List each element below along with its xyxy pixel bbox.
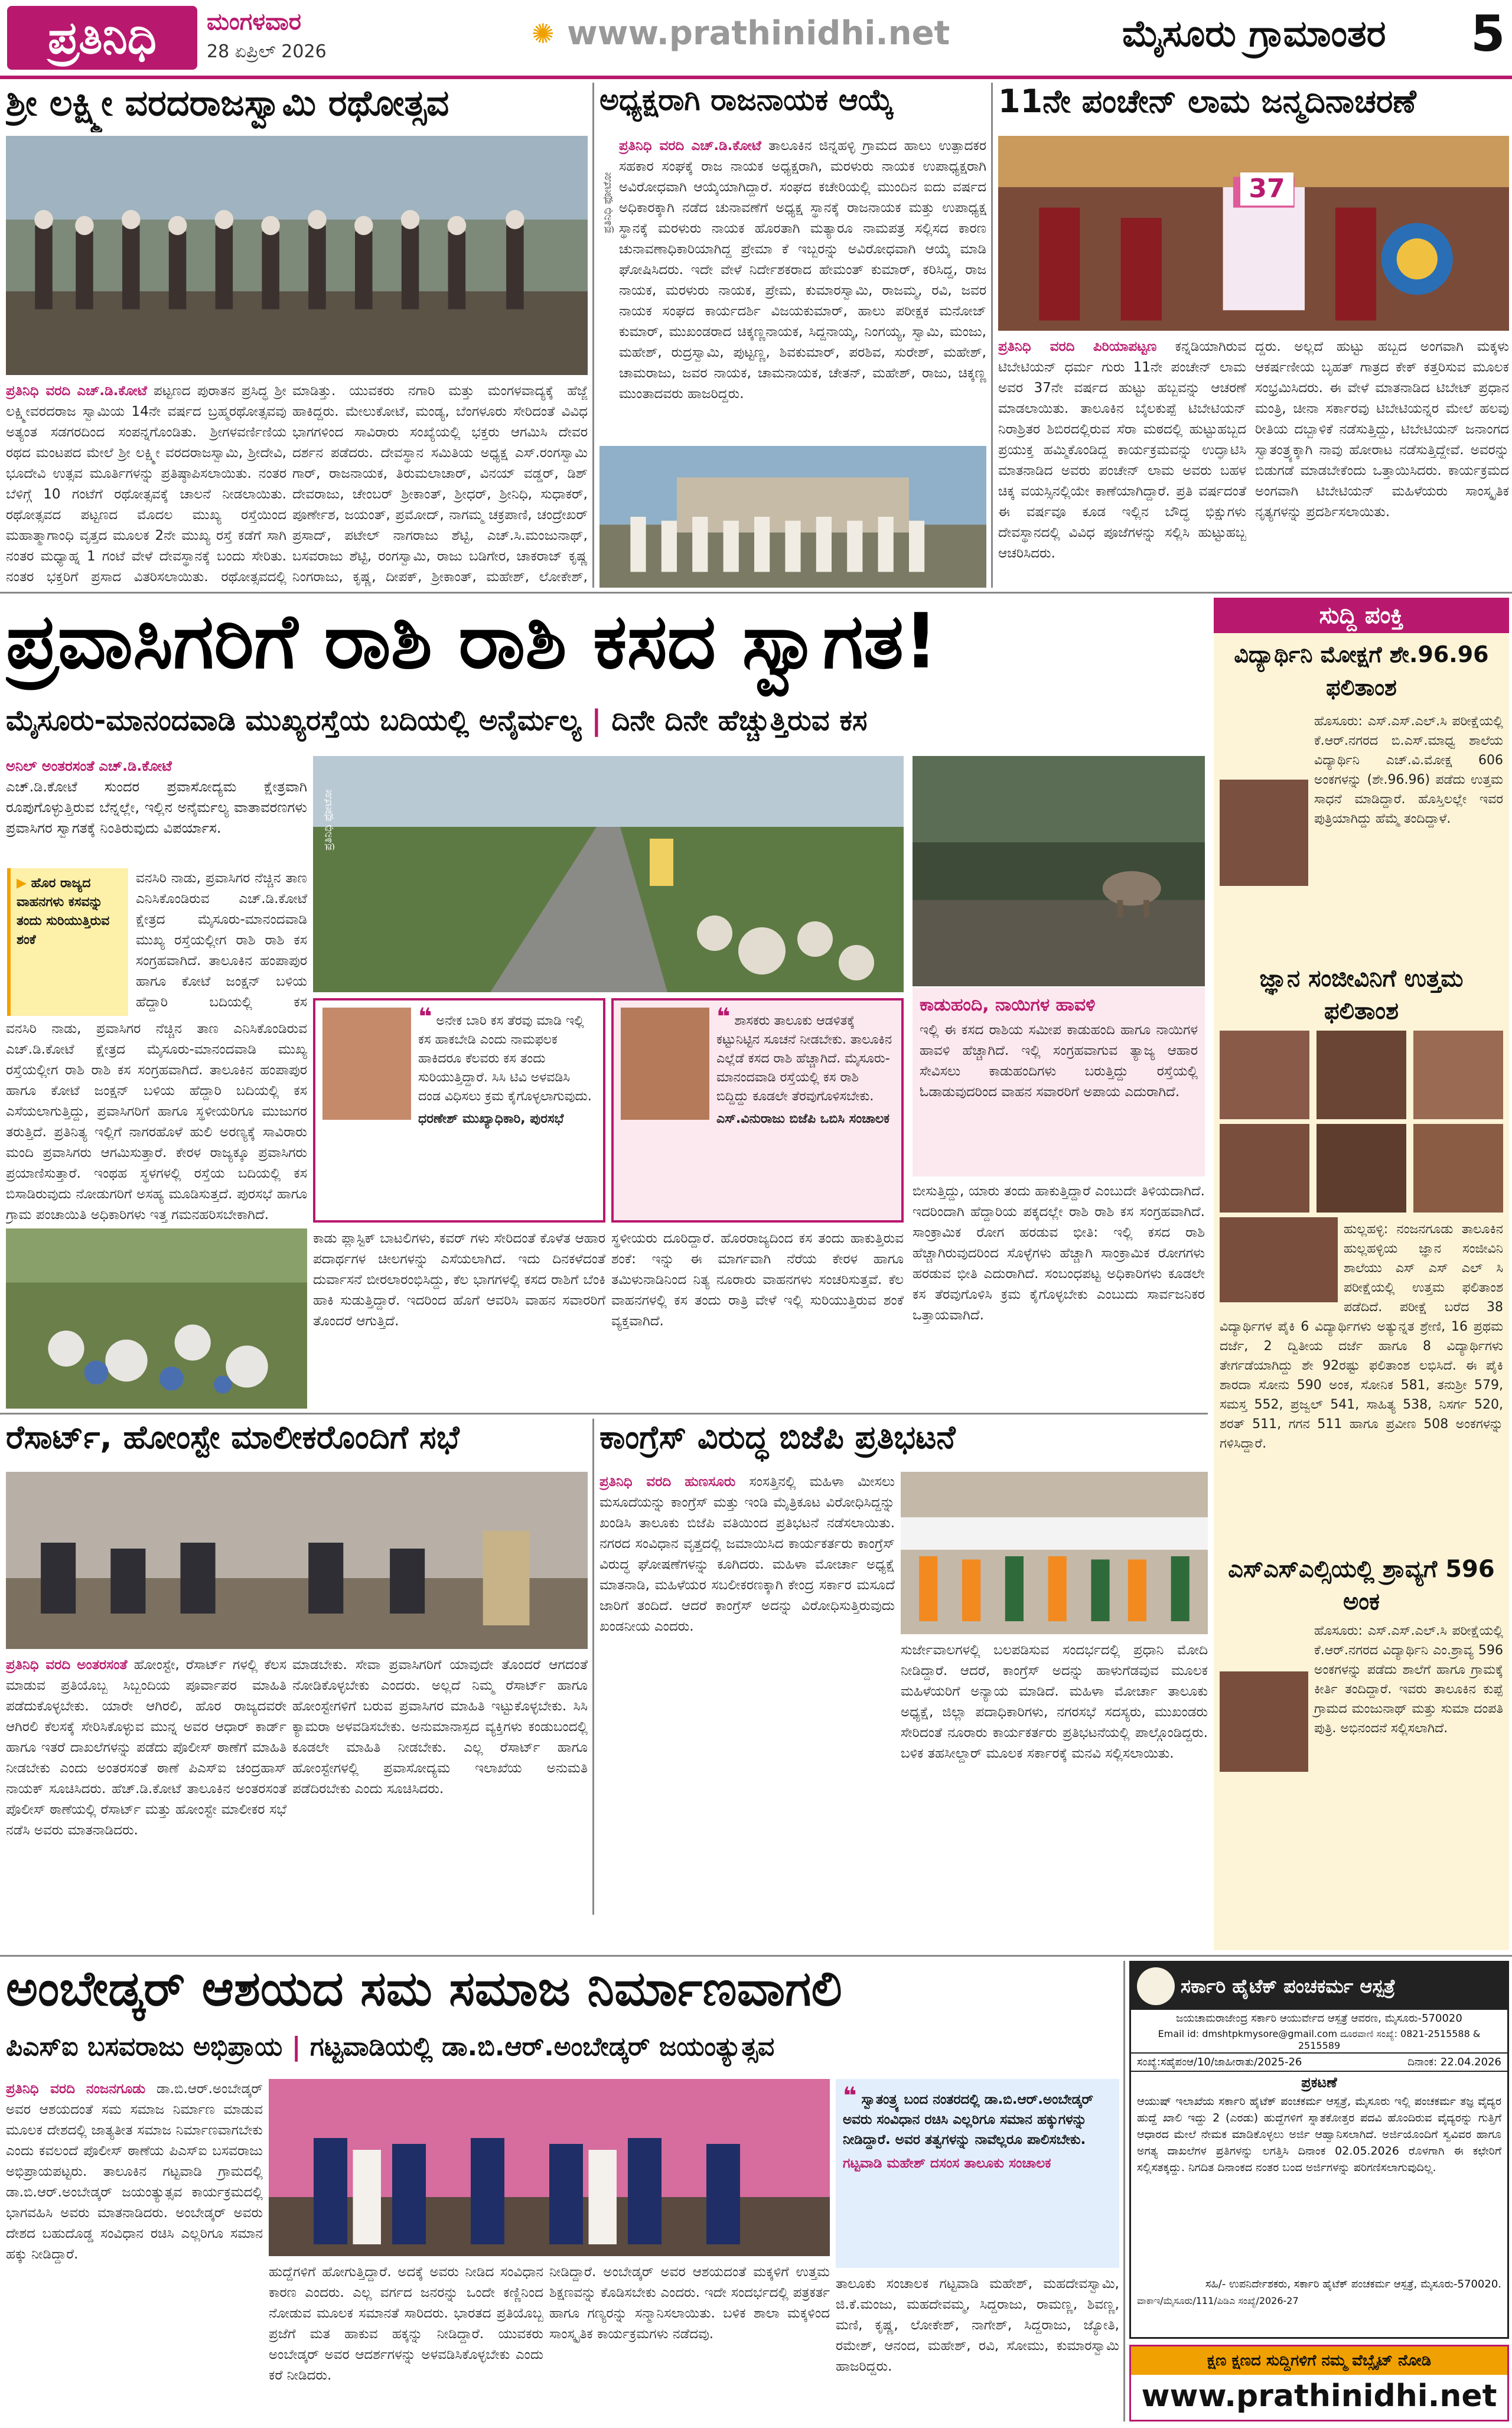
politician-portrait: [621, 1008, 709, 1120]
newspaper-logo: ಪ್ರತಿನಿಧಿ: [7, 6, 197, 70]
student-photo: [1317, 1124, 1406, 1213]
masthead-section: ಮೈಸೂರು ಗ್ರಾಮಾಂತರ: [1122, 12, 1386, 55]
section-divider: [0, 592, 1512, 594]
birthday-cake-number: 37: [1240, 172, 1293, 206]
sidebar-header: ಸುದ್ದಿ ಪಂಕ್ತಿ: [1214, 598, 1509, 633]
story3-text-col1: ಕನ್ನಡಿಯಾಗಿರುವ ಟಿಬೇಟಿಯನ್ ಧರ್ಮ ಗುರು 11ನೇ ಪಂಚೇನ್ ಲಾಮ ಅವರ 37ನೇ ವರ್ಷದ ಹುಟ್ಟು ಹಬ್ಬವನ್ನು ಆಚರಣೆ ಮಾಡಲಾಯಿತು. ತಾಲೂಕಿನ ಬೈಲಕುಪ್ಪೆ ಟಿಬೇಟಿಯನ್ ನಿರಾಶ್ರಿತರ ಶಿಬಿರದಲ್ಲಿರುವ ಸೆರಾ ಮಠದಲ್ಲಿ ಹುಟ್ಟುಹಬ್ಬದ ಪ್ರಯುಕ್ತ ಹಮ್ಮಿಕೊಂಡಿದ್ದ ಕಾರ್ಯಕ್ರಮವನ್ನು ಉದ್ಘಾಟಿಸಿ ಮಾತನಾಡಿದ ಅವರು ಪಂಚೇನ್ ಲಾಮ ಅವರು ಬಹಳ ಚಿಕ್ಕ ವಯಸ್ಸಿನಲ್ಲಿಯೇ ಕಾಣೆಯಾಗಿದ್ದಾರೆ. ಪ್ರತಿ ವರ್ಷದಂತೆ ಈ ವರ್ಷವೂ ಕೂಡ ಇಲ್ಲಿನ ಬೌದ್ಧ ಭಿಕ್ಷುಗಳು ದೇವಸ್ಥಾನದಲ್ಲಿ ವಿವಿಧ ಪೂಜೆಗಳನ್ನು ಸಲ್ಲಿಸಿ ಹುಟ್ಟುಹಬ್ಬ ಆಚರಿಸಿದರು.: [998, 339, 1246, 561]
story5-text-col1: ಸಂಸತ್ತಿನಲ್ಲಿ ಮಹಿಳಾ ಮೀಸಲು ಮಸೂದೆಯನ್ನು ಕಾಂಗ್ರೆಸ್ ಮತ್ತು ಇಂಡಿ ಮೈತ್ರಿಕೂಟ ವಿರೋಧಿಸಿದ್ದನ್ನು ಖಂಡಿಸಿ ತಾಲೂಕು ಬಿಜೆಪಿ ವತಿಯಿಂದ ಪ್ರತಿಭಟನೆ ನಡೆಸಲಾಯಿತು. ನಗರದ ಸಂವಿಧಾನ ವೃತ್ತದಲ್ಲಿ ಜಮಾಯಿಸಿದ ಕಾರ್ಯಕರ್ತರು ಕಾಂಗ್ರೆಸ್ ವಿರುದ್ಧ ಘೋಷಣೆಗಳನ್ನು ಕೂಗಿದರು. ಮಹಿಳಾ ಮೋರ್ಚಾ ಅಧ್ಯಕ್ಷೆ ಮಾತನಾಡಿ, ಮಹಿಳೆಯರ ಸಬಲೀಕರಣಕ್ಕಾಗಿ ಕೇಂದ್ರ ಸರ್ಕಾರ ಮಸೂದೆ ಜಾರಿಗೆ ತಂದಿದೆ. ಆದರೆ ಕಾಂಗ್ರೆಸ್ ಅದನ್ನು ವಿರೋಧಿಸುತ್ತಿರುವುದು ಖಂಡನೀಯ ಎಂದರು.: [599, 1474, 895, 1634]
official-portrait: [322, 1008, 411, 1120]
story2-body: [619, 136, 986, 443]
story3-byline: ಪ್ರತಿನಿಧಿ ವರದಿ: [998, 339, 1075, 354]
story6-body-col1: [6, 2079, 263, 2422]
lead-factbox-text: ಹೊರ ರಾಜ್ಯದ ವಾಹನಗಳು ಕಸವನ್ನು ತಂದು ಸುರಿಯುತ್ತಿರುವ ಶಂಕೆ: [17, 876, 110, 947]
story4-body-col2: ಮಾಡಬೇಕು. ಸೇವಾ ಪ್ರವಾಸಿಗರಿಗೆ ಯಾವುದೇ ತೊಂದರೆ ಆಗದಂತೆ ನೋಡಿಕೊಳ್ಳಬೇಕು ಎಂದರು. ಅಲ್ಲದೆ ನಿಮ್ಮ ರೆಸಾರ್ಟ್ ಹಾಗೂ ಹೋಂಸ್ಟೇಗಳಿಗೆ ಬರುವ ಪ್ರವಾಸಿಗರ ಮಾಹಿತಿ ಇಟ್ಟುಕೊಳ್ಳಬೇಕು. ಸಿಸಿ ಕ್ಯಾಮರಾ ಅಳವಡಿಸಬೇಕು. ಅನುಮಾನಾಸ್ಪದ ವ್ಯಕ್ತಿಗಳು ಕಂಡುಬಂದಲ್ಲಿ ಕೂಡಲೇ ಮಾಹಿತಿ ನೀಡಬೇಕು. ಎಲ್ಲ ರೆಸಾರ್ಟ್ ಹಾಗೂ ಹೋಂಸ್ಟೇಗಳಲ್ಲಿ ಪ್ರವಾಸೋದ್ಯಮ ಇಲಾಖೆಯ ಅನುಮತಿ ಪಡೆದಿರಬೇಕು ಎಂದು ಸೂಚಿಸಿದರು.: [292, 1657, 588, 1797]
notice-ref2: ವಾಕಾಇ/ಮೈಸೂರು/111/ಪಿಡಿಎ ಸಂಖ್ಯೆ/2026-27: [1137, 2295, 1299, 2306]
lead-quote1-text: ಅನೇಕ ಬಾರಿ ಕಸ ತೆರವು ಮಾಡಿ ಇಲ್ಲಿ ಕಸ ಹಾಕಬೇಡಿ ಎಂದು ನಾಮಫಲಕ ಹಾಕಿದರೂ ಕೆಲವರು ಕಸ ತಂದು ಸುರಿಯುತ್ತಿದ್ದಾರೆ. ಸಿಸಿ ಟಿವಿ ಅಳವಡಿಸಿ ದಂಡ ವಿಧಿಸಲು ಕ್ರಮ ಕೈಗೊಳ್ಳಲಾಗುವುದು.: [418, 1013, 592, 1104]
story5-photo: [901, 1472, 1208, 1634]
story6-headline: ಅಂಬೇಡ್ಕರ್ ಆಶಯದ ಸಮ ಸಮಾಜ ನಿರ್ಮಾಣವಾಗಲಿ: [6, 1961, 842, 2017]
story3-headline: 11ನೇ ಪಂಚೇನ್ ಲಾಮ ಜನ್ಮದಿನಾಚರಣೆ: [998, 83, 1416, 120]
column-divider: [1123, 1961, 1125, 2422]
story2-text: ತಾಲೂಕಿನ ಜಿನ್ನಹಳ್ಳಿ ಗ್ರಾಮದ ಹಾಲು ಉತ್ಪಾದಕರ ಸಹಕಾರ ಸಂಘಕ್ಕೆ ರಾಜ ನಾಯಕ ಅಧ್ಯಕ್ಷರಾಗಿ, ಮರಳುರು ನಾಯಕ ಉಪಾಧ್ಯಕ್ಷರಾಗಿ ಅವಿರೋಧವಾಗಿ ಆಯ್ಕೆಯಾಗಿದ್ದಾರೆ. ಸಂಘದ ಕಚೇರಿಯಲ್ಲಿ ಮುಂದಿನ ಐದು ವರ್ಷದ ಅಧಿಕಾರಕ್ಕಾಗಿ ನಡೆದ ಚುನಾವಣೆಗೆ ಅಧ್ಯಕ್ಷ ಸ್ಥಾನಕ್ಕೆ ರಾಜನಾಯಕ ಮತ್ತು ಉಪಾಧ್ಯಕ್ಷ ಸ್ಥಾನಕ್ಕೆ ಮರಳುರು ನಾಯಕ ಹೊರತಾಗಿ ಮತ್ಯಾರೂ ನಾಮಪತ್ರ ಸಲ್ಲಿಸದ ಕಾರಣ ಚುನಾವಣಾಧಿಕಾರಿಯಾಗಿದ್ದ ಪ್ರೇಮಾ ಕೆ ಇಬ್ಬರನ್ನು ಅವಿರೋಧವಾಗಿ ಆಯ್ಕೆ ಮಾಡಿ ಘೋಷಿಸಿದರು. ಇದೇ ವೇಳೆ ನಿರ್ದೇಶಕರಾದ ಹೇಮಂತ್ ಕುಮಾರ್, ಕರಿಸಿದ್ದ, ರಾಜ ನಾಯಕ, ಮರಳುರು ನಾಯಕ, ಪ್ರೇಮ, ಕುಮಾರಸ್ವಾಮಿ, ರಾಜಮ್ಮ, ರವಿ, ಜವರ ನಾಯಕ ಸಂಘದ ಕಾರ್ಯದರ್ಶಿ ವಿಜಯಕುಮಾರ್, ಹಾಲು ಪರೀಕ್ಷಕ ಮನೋಜ್ ಕುಮಾರ್, ಮುಖಂಡರಾದ ಚಿಕ್ಕಣ್ಣನಾಯಕ, ಸಿದ್ದನಾಯ್ಕ, ನಿಂಗಯ್ಯ, ಸ್ವಾಮಿ, ಮಂಜು, ಮಹೇಶ್, ರುದ್ರಸ್ವಾಮಿ, ಪುಟ್ಟಣ್ಣ, ಶಿವಕುಮಾರ್, ಪರಶಿವ, ಸುರೇಶ್, ಮಹೇಶ್, ಚಾಮರಾಜು, ಜವರ ನಾಯಕ, ಚಾಮನಾಯಕ, ಚೇತನ್, ಮಹೇಶ್, ರಾಜು, ಚಿಕ್ಕಣ್ಣ ಮುಂತಾದವರು ಹಾಜರಿದ್ದರು.: [619, 138, 986, 402]
student-photo: [1317, 1031, 1406, 1119]
lead-caption-box: [913, 988, 1205, 1176]
story4-body-col1: [6, 1655, 286, 1915]
notice-contact: Email id: dmshtpkmysore@gmail.com ದೂರವಾಣಿ ಸಂಖ್ಯೆ: 0821-2515588 & 2515589: [1158, 2028, 1481, 2051]
lead-quote1-by: ಧರಣೇಶ್ ಮುಖ್ಯಾಧಿಕಾರಿ, ಪುರಸಭೆ: [418, 1112, 564, 1126]
lead-quote2-text: ಶಾಸಕರು ತಾಲೂಕು ಆಡಳಿತಕ್ಕೆ ಕಟ್ಟುನಿಟ್ಟಿನ ಸೂಚನೆ ನೀಡಬೇಕು. ತಾಲೂಕಿನ ಎಲ್ಲೆಡೆ ಕಸದ ರಾಶಿ ಹೆಚ್ಚಾಗಿದೆ. ಮೈಸೂರು-ಮಾನಂದವಾಡಿ ರಸ್ತೆಯಲ್ಲಿ ಕಸ ರಾಶಿ ಬಿದ್ದಿದ್ದು ಕೂಡಲೇ ತೆರವುಗೊಳಿಸಬೇಕು.: [716, 1013, 892, 1104]
lead-byline: ಅನಿಲ್ ಅಂತರಸಂತೆ: [6, 758, 94, 774]
page-number: 5: [1471, 5, 1506, 63]
lead-caption-title: ಕಾಡುಹಂದಿ, ನಾಯಿಗಳ ಹಾವಳಿ: [920, 995, 1096, 1015]
story2-photo: [599, 446, 986, 588]
lead-body-col4: ಸ್ಥಳೀಯರು ದೂರಿದ್ದಾರೆ. ಹೊರರಾಜ್ಯದಿಂದ ಕಸ ತಂದು ಹಾಕುತ್ತಿರುವ ಶಂಕೆ: ಇನ್ನು ಈ ಮಾರ್ಗವಾಗಿ ನೆರೆಯ ಕೇರಳ ಹಾಗೂ ತಮಿಳುನಾಡಿನಿಂದ ನಿತ್ಯ ನೂರಾರು ವಾಹನಗಳು ಸಂಚರಿಸುತ್ತವೆ. ಕೆಲ ವಾಹನಗಳಲ್ಲಿ ಕಸ ತಂದು ರಾತ್ರಿ ವೇಳೆ ಇಲ್ಲಿ ಸುರಿಯುತ್ತಿರುವ ಶಂಕೆ ವ್ಯಕ್ತವಾಗಿದೆ.: [611, 1231, 904, 1329]
lead-place: ಎಚ್.ಡಿ.ಕೋಟೆ: [99, 758, 172, 774]
story6-body-col2: ಹುದ್ದೆಗಳಿಗೆ ಹೋಗುತ್ತಿದ್ದಾರೆ. ಅದಕ್ಕೆ ಅವರು ನೀಡಿದ ಸಂವಿಧಾನ ಕಾರಣ ಎಂದರು. ಎಲ್ಲ ವರ್ಗದ ಜನರನ್ನು ಒಂದೇ ಕಣ್ಣಿನಿಂದ ನೋಡುವ ಮೂಲಕ ಸಮಾನತೆ ಸಾರಿದರು. ಭಾರತದ ಪ್ರತಿಯೊಬ್ಬ ಪ್ರಜೆಗೆ ಮತ ಹಾಕುವ ಹಕ್ಕನ್ನು ನೀಡಿದ್ದಾರೆ. ಯುವಕರು ಅಂಬೇಡ್ಕರ್ ಅವರ ಆದರ್ಶಗಳನ್ನು ಅಳವಡಿಸಿಕೊಳ್ಳಬೇಕು ಎಂದು ಕರೆ ನೀಡಿದರು.: [269, 2264, 543, 2383]
sidebar-headline2: ಜ್ಞಾನ ಸಂಜೀವಿನಿಗೆ ಉತ್ತಮ ಫಲಿತಾಂಶ: [1259, 965, 1464, 1025]
story2-headline: ಅಧ್ಯಕ್ಷರಾಗಿ ರಾಜನಾಯಕ ಆಯ್ಕೆ: [599, 83, 894, 117]
section-divider: [0, 1955, 1512, 1957]
story1-place: ಎಚ್.ಡಿ.ಕೋಟೆ: [77, 383, 147, 399]
masthead-website: www.prathinidhi.net: [567, 14, 950, 53]
sidebar-text2-content: ಹುಲ್ಲಹಳ್ಳಿ: ನಂಜನಗೂಡು ತಾಲೂಕಿನ ಹುಲ್ಲಹಳ್ಳಿಯ ಜ್ಞಾನ ಸಂಜೀವಿನಿ ಶಾಲೆಯು ಎಸ್ ಎಸ್ ಎಲ್ ಸಿ ಪರೀಕ್ಷೆಯಲ್ಲಿ ಉತ್ತಮ ಫಲಿತಾಂಶ ಪಡೆದಿದೆ. ಪರೀಕ್ಷೆ ಬರೆದ 38 ವಿದ್ಯಾರ್ಥಿಗಳ ಪೈಕಿ 6 ವಿದ್ಯಾರ್ಥಿಗಳು ಅತ್ಯುನ್ನತ ಶ್ರೇಣಿ, 16 ಪ್ರಥಮ ದರ್ಜೆ, 2 ದ್ವಿತೀಯ ದರ್ಜೆ ಹಾಗೂ 8 ವಿದ್ಯಾರ್ಥಿಗಳು ತೇರ್ಗಡೆಯಾಗಿದ್ದು ಶೇ 92ರಷ್ಟು ಫಲಿತಾಂಶ ಲಭಿಸಿದೆ. ಈ ಪೈಕಿ ಶಾರದಾ ಸೋನು 590 ಅಂಕ, ಸೋನಿಕ 581, ತನುಶ್ರೀ 579, ಸಮಸ್ತ 552, ಪ್ರಜ್ವಲ್ 541, ಸಾಹಿತ್ಯ 538, ನಿಸರ್ಗ 520, ಶರತ್ 511, ಗಗನ 511 ಹಾಗೂ ಪ್ರವೀಣ 508 ಅಂಕಗಳನ್ನು ಗಳಿಸಿದ್ದಾರೆ.: [1220, 1222, 1503, 1451]
lead-photo-road: [313, 756, 904, 992]
lead-body-col5: ಬೀಸುತ್ತಿದ್ದು, ಯಾರು ತಂದು ಹಾಕುತ್ತಿದ್ದಾರೆ ಎಂಬುದೇ ತಿಳಿಯದಾಗಿದೆ. ಇದರಿಂದಾಗಿ ಹೆದ್ದಾರಿಯ ಪಕ್ಕದಲ್ಲೇ ರಾಶಿ ರಾಶಿ ಕಸ ಸಂಗ್ರಹವಾಗಿದೆ. ಸಾಂಕ್ರಾಮಿಕ ರೋಗ ಹರಡುವ ಭೀತಿ: ಇಲ್ಲಿ ಕಸದ ರಾಶಿ ಹೆಚ್ಚಾಗಿರುವುದರಿಂದ ಸೊಳ್ಳೆಗಳು ಹೆಚ್ಚಾಗಿ ಸಾಂಕ್ರಾಮಿಕ ರೋಗಗಳು ಹರಡುವ ಭೀತಿ ಎದುರಾಗಿದೆ. ಸಂಬಂಧಪಟ್ಟ ಅಧಿಕಾರಿಗಳು ಕೂಡಲೇ ಕಸ ತೆರವುಗೊಳಿಸಿ ಕ್ರಮ ಕೈಗೊಳ್ಳಬೇಕು ಎಂಬುದು ಸಾರ್ವಜನಿಕರ ಒತ್ತಾಯವಾಗಿದೆ.: [913, 1184, 1205, 1323]
notice-address: ಜಯಚಾಮರಾಜೇಂದ್ರ ಸರ್ಕಾರಿ ಆಯುರ್ವೇದ ಆಸ್ಪತ್ರೆ ಆವರಣ, ಮೈಸೂರು-570020: [1176, 2012, 1462, 2025]
lead-photo-wildboar: [913, 756, 1205, 986]
lead-intro: [6, 756, 307, 868]
story1-body-col2: ಮಾಡಿತ್ತು. ಯುವಕರು ನಗಾರಿ ಮತ್ತು ಮಂಗಳವಾದ್ಯಕ್ಕೆ ಹೆಜ್ಜೆ ಹಾಕಿದ್ದರು. ಮೇಲುಕೋಟೆ, ಮಂಡ್ಯ, ಬೆಂಗಳೂರು ಸೇರಿದಂತೆ ವಿವಿಧ ಭಾಗಗಳಿಂದ ಸಾವಿರಾರು ಸಂಖ್ಯೆಯಲ್ಲಿ ಭಕ್ತರು ಆಗಮಿಸಿ ದೇವರ ದರ್ಶನ ಪಡೆದರು. ದೇವಸ್ಥಾನ ಸಮಿತಿಯ ಅಧ್ಯಕ್ಷ ಎಸ್.ರಂಗಸ್ವಾಮಿ ಗಾರ್, ರಾಜನಾಯಕ, ತಿರುಮಲಾಚಾರ್, ವಿನಯ್ ವಡ್ಡರ್, ಡಿಶ್ ದೇವರಾಜು, ಚೇಂಬರ್ ಶ್ರೀಕಾಂತ್, ಶ್ರೀಧರ್, ಶ್ರೀನಿಧಿ, ಸುಧಾಕರ್, ಪೂರ್ಣೇಶ, ಜಯಂತ್, ಪ್ರಮೋದ್, ನಾಗಮ್ಮ ಚಕ್ರಪಾಣಿ, ಚಂದ್ರೇಖರ್ ಪ್ರಸಾದ್, ಪಟೇಲ್ ನಾಗರಾಜು ಶೆಟ್ಟಿ, ಎಚ್.ಸಿ.ಮಂಜುನಾಥ್, ಬಸವರಾಜು ಶೆಟ್ಟಿ, ರಂಗಸ್ವಾಮಿ, ರಾಜು ಬಡಿಗೇರ, ಚಾಕರಾಜ್ ಕೃಷ್ಣ ನಿಂಗರಾಜು, ಕೃಷ್ಣ, ದೀಪಕ್, ಶ್ರೀಕಾಂತ್, ಮಹೇಶ್, ಲೋಕೇಶ್,: [292, 383, 588, 585]
lead-photo-garbage: [6, 1228, 307, 1409]
sun-icon: ✺: [532, 18, 555, 50]
story1-headline: ಶ್ರೀ ಲಕ್ಷ್ಮೀ ವರದರಾಜಸ್ವಾಮಿ ರಥೋತ್ಸವ: [6, 83, 449, 124]
student-photo: [1220, 1031, 1309, 1119]
story6-subhead-a: ಪಿಎಸ್ಐ ಬಸವರಾಜು ಅಭಿಪ್ರಾಯ: [6, 2032, 283, 2062]
lead-body-col1-continued: ವನಸಿರಿ ನಾಡು, ಪ್ರವಾಸಿಗರ ನೆಚ್ಚಿನ ತಾಣ ಎನಿಸಿಕೊಂಡಿರುವ ಎಚ್.ಡಿ.ಕೋಟೆ ಕ್ಷೇತ್ರದ ಮೈಸೂರು-ಮಾನಂದವಾಡಿ ಮುಖ್ಯ ರಸ್ತೆಯಲ್ಲೀಗ ರಾಶಿ ರಾಶಿ ಕಸ ಸಂಗ್ರಹವಾಗಿದೆ. ತಾಲೂಕಿನ ಹಂಪಾಪುರ ಹಾಗೂ ಕೋಟೆ ಜಂಕ್ಷನ್ ಬಳಿಯ ಹೆದ್ದಾರಿ ಬದಿಯಲ್ಲಿ ಕಸ ಎಸೆಯಲಾಗುತ್ತಿದ್ದು, ಪ್ರವಾಸಿಗರಿಗೆ ಹಾಗೂ ಸ್ಥಳೀಯರಿಗೂ ಮುಜುಗರ ತರುತ್ತಿದೆ. ಪ್ರತಿನಿತ್ಯ ಇಲ್ಲಿಗೆ ನಾಗರಹೊಳೆ ಹುಲಿ ಅರಣ್ಯಕ್ಕೆ ಸಾವಿರಾರು ಮಂದಿ ಪ್ರವಾಸಿಗರು ಆಗಮಿಸುತ್ತಾರೆ. ಕೇರಳ ರಾಜ್ಯಕ್ಕೂ ಪ್ರವಾಸಿಗರು ಪ್ರಯಾಣಿಸುತ್ತಾರೆ. ಇಂಥಹ ಸ್ಥಳಗಳಲ್ಲಿ ರಸ್ತೆಯ ಬದಿಯಲ್ಲಿ ಕಸ ಬಿಸಾಡಿರುವುದು ನೋಡುಗರಿಗೆ ಅಸಹ್ಯ ಮೂಡಿಸುತ್ತದೆ. ಪುರಸಭೆ ಹಾಗೂ ಗ್ರಾಮ ಪಂಚಾಯಿತಿ ಅಧಿಕಾರಿಗಳು ಇತ್ತ ಗಮನಹರಿಸಬೇಕಾಗಿದೆ.: [6, 1021, 307, 1223]
story6-text-col1: ಡಾ.ಬಿ.ಆರ್.ಅಂಬೇಡ್ಕರ್ ಅವರ ಆಶಯದಂತೆ ಸಮ ಸಮಾಜ ನಿರ್ಮಾಣ ಮಾಡುವ ಮೂಲಕ ದೇಶದಲ್ಲಿ ಜಾತ್ಯತೀತ ಸಮಾಜ ನಿರ್ಮಾಣವಾಗಬೇಕು ಎಂದು ಕವಲಂದೆ ಪೊಲೀಸ್ ಠಾಣೆಯ ಪಿಎಸ್ಐ ಬಸವರಾಜು ಅಭಿಪ್ರಾಯಪಟ್ಟರು. ತಾಲೂಕಿನ ಗಟ್ಟವಾಡಿ ಗ್ರಾಮದಲ್ಲಿ ಡಾ.ಬಿ.ಆರ್.ಅಂಬೇಡ್ಕರ್ ಜಯಂತ್ಯುತ್ಸವ ಕಾರ್ಯಕ್ರಮದಲ್ಲಿ ಭಾಗವಹಿಸಿ ಅವರು ಮಾತನಾಡಿದರು. ಅಂಬೇಡ್ಕರ್ ಅವರು ದೇಶದ ಬಹುದೊಡ್ಡ ಸಂವಿಧಾನ ರಚಿಸಿ ಎಲ್ಲರಿಗೂ ಸಮಾನ ಹಕ್ಕು ನೀಡಿದ್ದಾರೆ.: [6, 2081, 263, 2262]
quote-icon: ❝: [418, 1003, 432, 1031]
notice-body: ಆಯುಷ್ ಇಲಾಖೆಯ ಸರ್ಕಾರಿ ಹೈಟೆಕ್ ಪಂಚಕರ್ಮ ಆಸ್ಪತ್ರೆ, ಮೈಸೂರು ಇಲ್ಲಿ ಪಂಚಕರ್ಮ ತಜ್ಞ ವೈದ್ಯರ ಹುದ್ದೆ ಖಾಲಿ ಇದ್ದು 2 (ಎರಡು) ಹುದ್ದೆಗಳಿಗೆ ಸ್ನಾತಕೋತ್ತರ ಪದವಿ ಹೊಂದಿರುವ ವೈದ್ಯರನ್ನು ಗುತ್ತಿಗೆ ಆಧಾರದ ಮೇಲೆ ನೇಮಕ ಮಾಡಿಕೊಳ್ಳಲು ಅರ್ಜಿ ಆಹ್ವಾನಿಸಲಾಗಿದೆ. ಅರ್ಜಿಯೊಂದಿಗೆ ಸ್ವವಿವರ ಹಾಗೂ ಅಗತ್ಯ ದಾಖಲೆಗಳ ಪ್ರತಿಗಳನ್ನು ಲಗತ್ತಿಸಿ ದಿನಾಂಕ 02.05.2026 ರೊಳಗಾಗಿ ಈ ಕಛೇರಿಗೆ ಸಲ್ಲಿಸತಕ್ಕದ್ದು. ನಿಗದಿತ ದಿನಾಂಕದ ನಂತರ ಬಂದ ಅರ್ಜಿಗಳನ್ನು ಪರಿಗಣಿಸಲಾಗುವುದಿಲ್ಲ.: [1137, 2095, 1501, 2174]
column-divider: [592, 83, 594, 588]
column-divider: [991, 83, 993, 588]
quote-icon: ❝: [843, 2082, 857, 2110]
student-photo: [1220, 1124, 1309, 1213]
government-notice: [1129, 1961, 1509, 2339]
story6-quote: [836, 2079, 1119, 2268]
masthead-rule: [0, 76, 1512, 79]
notice-signature: ಸಹಿ/- ಉಪನಿರ್ದೇಶಕರು, ಸರ್ಕಾರಿ ಹೈಟೆಕ್ ಪಂಚಕರ್ಮ ಆಸ್ಪತ್ರೆ, ಮೈಸೂರು-570020.: [1205, 2278, 1501, 2290]
lead-subhead-b: ದಿನೇ ದಿನೇ ಹೆಚ್ಚುತ್ತಿರುವ ಕಸ: [611, 704, 868, 737]
footer-website-ad: [1129, 2345, 1509, 2422]
arrow-icon: ▶: [17, 876, 31, 891]
story4-text-col1: ಹೋಂಸ್ಟೇ, ರೆಸಾರ್ಟ್ ಗಳಲ್ಲಿ ಕೆಲಸ ಮಾಡುವ ಪ್ರತಿಯೊಬ್ಬ ಸಿಬ್ಬಂದಿಯ ಪೂರ್ವಾಪರ ಮಾಹಿತಿ ಪಡೆದುಕೊಳ್ಳಬೇಕು. ಯಾರೇ ಆಗಿರಲಿ, ಹೊರ ರಾಜ್ಯದವರೇ ಆಗಿರಲಿ ಕೆಲಸಕ್ಕೆ ಸೇರಿಸಿಕೊಳ್ಳುವ ಮುನ್ನ ಅವರ ಆಧಾರ್ ಕಾರ್ಡ್ ಹಾಗೂ ಇತರೆ ದಾಖಲೆಗಳನ್ನು ಪಡೆದು ಪೊಲೀಸ್ ಠಾಣೆಗೆ ಮಾಹಿತಿ ನೀಡಬೇಕು ಎಂದು ಅಂತರಸಂತೆ ಠಾಣೆ ಪಿಎಸ್ಐ ಚಂದ್ರಹಾಸ್ ನಾಯಕ್ ಸೂಚಿಸಿದರು. ಹೆಚ್.ಡಿ.ಕೋಟೆ ತಾಲೂಕಿನ ಅಂತರಸಂತೆ ಪೊಲೀಸ್ ಠಾಣೆಯಲ್ಲಿ ರೆಸಾರ್ಟ್ ಮತ್ತು ಹೋಂಸ್ಟೇ ಮಾಲೀಕರ ಸಭೆ ನಡೆಸಿ ಅವರು ಮಾತನಾಡಿದರು.: [6, 1657, 286, 1838]
story3-body-col2: ದ್ದರು. ಅಲ್ಲದೆ ಹುಟ್ಟು ಹಬ್ಬದ ಅಂಗವಾಗಿ ಮಕ್ಕಳು ಆಕರ್ಷಣೀಯ ಬೃಹತ್ ಗಾತ್ರದ ಕೇಕ್ ಕತ್ತರಿಸುವ ಮೂಲಕ ಸಂಭ್ರಮಿಸಿದರು. ಈ ವೇಳೆ ಮಾತನಾಡಿದ ಟಿಬೇಟ್ ಪ್ರಧಾನ ಮಂತ್ರಿ, ಚೀನಾ ಸರ್ಕಾರವು ಟಿಬೇಟಿಯನ್ನರ ಮೇಲೆ ಹಲವು ರೀತಿಯ ದಬ್ಬಾಳಿಕೆ ನಡೆಸುತ್ತಿದ್ದು, ಟಿಬೇಟಿಯನ್ ಜನಾಂಗದ ಸ್ವಾತಂತ್ರ್ಯಕ್ಕಾಗಿ ನಾವು ಹೋರಾಟ ನಡೆಸುತ್ತಿದ್ದೇವೆ. ಅವರನ್ನು ಬಿಡುಗಡೆ ಮಾಡಬೇಕೆಂದು ಒತ್ತಾಯಿಸಿದರು. ಕಾರ್ಯಕ್ರಮದ ಅಂಗವಾಗಿ ಟಿಬೇಟಿಯನ್ ಮಹಿಳೆಯರು ಸಾಂಸ್ಕೃತಿಕ ನೃತ್ಯಗಳನ್ನು ಪ್ರದರ್ಶಿಸಲಾಯಿತು.: [1255, 339, 1509, 520]
lead-headline: ಪ್ರವಾಸಿಗರಿಗೆ ರಾಶಿ ರಾಶಿ ಕಸದ ಸ್ವಾಗತ!: [6, 598, 939, 686]
story5-body-col1: [599, 1472, 895, 1915]
student-photo: [1413, 1031, 1503, 1119]
student-photo: [1413, 1124, 1503, 1213]
story6-body-col4: ತಾಲೂಕು ಸಂಚಾಲಕ ಗಟ್ಟವಾಡಿ ಮಹೇಶ್, ಮಹದೇವಸ್ವಾಮಿ, ಜಿ.ಕೆ.ಮಂಜು, ಮಹದೇವಮ್ಮ, ಸಿದ್ದರಾಜು, ರಾಮಣ್ಣ, ಶಿವಣ್ಣ, ಮಣಿ, ಕೃಷ್ಣ, ಲೋಕೇಶ್, ನಾಗೇಶ್, ಸಿದ್ದರಾಜು, ಜ್ಯೋತಿ, ರಮೇಶ್, ಆನಂದ, ಮಹೇಶ್, ರವಿ, ಸೋಮು, ಕುಮಾರಸ್ವಾಮಿ ಹಾಜರಿದ್ದರು.: [836, 2276, 1119, 2374]
story6-byline: ಪ್ರತಿನಿಧಿ ವರದಿ: [6, 2081, 75, 2097]
story5-place: ಹುಣಸೂರು: [685, 1474, 736, 1490]
lead-subhead: ಮೈಸೂರು-ಮಾನಂದವಾಡಿ ಮುಖ್ಯರಸ್ತೆಯ ಬದಿಯಲ್ಲಿ ಅನೈರ್ಮಲ್ಯ | ದಿನೇ ದಿನೇ ಹೆಚ್ಚುತ್ತಿರುವ ಕಸ: [6, 704, 868, 737]
lead-quote2: [611, 998, 904, 1223]
sidebar-text1: [1220, 712, 1503, 960]
story2-photo-credit: ಪ್ರತಿನಿಧಿ ಫೋಟೋ: [601, 172, 614, 233]
story6-subhead: ಪಿಎಸ್ಐ ಬಸವರಾಜು ಅಭಿಪ್ರಾಯ | ಗಟ್ಟವಾಡಿಯಲ್ಲಿ ಡಾ.ಬಿ.ಆರ್.ಅಂಬೇಡ್ಕರ್ ಜಯಂತ್ಯುತ್ಸವ: [6, 2032, 775, 2062]
story5-body-col2: ಸುರ್ಜೇವಾಲಗಳಲ್ಲಿ ಬಲಪಡಿಸುವ ಸಂದರ್ಭದಲ್ಲಿ ಪ್ರಧಾನಿ ಮೋದಿ ನೀಡಿದ್ದಾರೆ. ಆದರೆ, ಕಾಂಗ್ರೆಸ್ ಅದನ್ನು ಹಾಳುಗೆಡವುವ ಮೂಲಕ ಮಹಿಳೆಯರಿಗೆ ಅನ್ಯಾಯ ಮಾಡಿದೆ. ಮಹಿಳಾ ಮೋರ್ಚಾ ತಾಲೂಕು ಅಧ್ಯಕ್ಷೆ, ಜಿಲ್ಲಾ ಪದಾಧಿಕಾರಿಗಳು, ನಗರಸಭೆ ಸದಸ್ಯರು, ಮುಖಂಡರು ಸೇರಿದಂತೆ ನೂರಾರು ಕಾರ್ಯಕರ್ತರು ಪ್ರತಿಭಟನೆಯಲ್ಲಿ ಪಾಲ್ಗೊಂಡಿದ್ದರು. ಬಳಿಕ ತಹಸೀಲ್ದಾರ್ ಮೂಲಕ ಸರ್ಕಾರಕ್ಕೆ ಮನವಿ ಸಲ್ಲಿಸಲಾಯಿತು.: [901, 1642, 1208, 1761]
story6-quote-by: ಗಟ್ಟವಾಡಿ ಮಹೇಶ್ ದಸಂಸ ತಾಲೂಕು ಸಂಚಾಲಕ: [843, 2156, 1051, 2171]
sidebar-text2: [1220, 1220, 1503, 1550]
lead-caption: ಇಲ್ಲಿ ಈ ಕಸದ ರಾಶಿಯ ಸಮೀಪ ಕಾಡುಹಂದಿ ಹಾಗೂ ನಾಯಿಗಳ ಹಾವಳಿ ಹೆಚ್ಚಾಗಿದೆ. ಇಲ್ಲಿ ಸಂಗ್ರಹವಾಗುವ ತ್ಯಾಜ್ಯ ಆಹಾರ ಸೇವಿಸಲು ಕಾಡುಹಂದಿಗಳು ಬರುತ್ತಿದ್ದು ರಸ್ತೆಯಲ್ಲಿ ಓಡಾಡುವುದರಿಂದ ವಾಹನ ಸವಾರರಿಗೆ ಅಪಾಯ ಎದುರಾಗಿದೆ.: [920, 1022, 1198, 1100]
masthead-date: 28 ಏಪ್ರಿಲ್ 2026: [207, 41, 327, 62]
story5-byline: ಪ್ರತಿನಿಧಿ ವರದಿ: [599, 1474, 672, 1490]
notice-title: ಪ್ರಕಟಣೆ: [1301, 2074, 1337, 2091]
story3-photo: [998, 136, 1509, 331]
column-divider: [592, 1419, 594, 1915]
lead-quote1: [313, 998, 605, 1223]
sidebar-headline1: ವಿದ್ಯಾರ್ಥಿನಿ ಮೋಕ್ಷಗೆ ಶೇ.96.96 ಫಲಿತಾಂಶ: [1234, 641, 1489, 700]
story2-byline: ಪ್ರತಿನಿಧಿ ವರದಿ: [619, 138, 685, 154]
section-divider: [0, 1413, 1208, 1415]
lead-body-col1a: ವನಸಿರಿ ನಾಡು, ಪ್ರವಾಸಿಗರ ನೆಚ್ಚಿನ ತಾಣ ಎನಿಸಿಕೊಂಡಿರುವ ಎಚ್.ಡಿ.ಕೋಟೆ ಕ್ಷೇತ್ರದ ಮೈಸೂರು-ಮಾನಂದವಾಡಿ ಮುಖ್ಯ ರಸ್ತೆಯಲ್ಲೀಗ ರಾಶಿ ರಾಶಿ ಕಸ ಸಂಗ್ರಹವಾಗಿದೆ. ತಾಲೂಕಿನ ಹಂಪಾಪುರ ಹಾಗೂ ಕೋಟೆ ಜಂಕ್ಷನ್ ಬಳಿಯ ಹೆದ್ದಾರಿ ಬದಿಯಲ್ಲಿ ಕಸ: [136, 871, 307, 1010]
story3-place: ಪಿರಿಯಾಪಟ್ಟಣ: [1093, 339, 1157, 354]
story6-subhead-b: ಗಟ್ಟವಾಡಿಯಲ್ಲಿ ಡಾ.ಬಿ.ಆರ್.ಅಂಬೇಡ್ಕರ್ ಜಯಂತ್ಯುತ್ಸವ: [310, 2032, 775, 2062]
notice-ref: ಸಂಖ್ಯೆ:ಸಹೈಪಂಆ/10/ಜಾಹೀರಾತು/2025-26: [1137, 2056, 1302, 2068]
notice-org: ಸರ್ಕಾರಿ ಹೈಟೆಕ್ ಪಂಚಕರ್ಮ ಆಸ್ಪತ್ರೆ: [1181, 1974, 1396, 1997]
story1-byline: ಪ್ರತಿನಿಧಿ ವರದಿ: [6, 383, 71, 399]
government-emblem-icon: [1137, 1967, 1175, 2005]
footer-ad-website: www.prathinidhi.net: [1141, 2378, 1497, 2414]
footer-ad-tagline: ಕ್ಷಣ ಕ್ಷಣದ ಸುದ್ದಿಗಳಿಗೆ ನಮ್ಮ ವೆಬ್ಸೈಟ್ ನೋಡಿ: [1131, 2346, 1507, 2375]
lead-body-col1b: [6, 1019, 307, 1226]
sidebar-headline3: ಎಸ್ಎಸ್ಎಲ್ಸಿಯಲ್ಲಿ ಶ್ರಾವ್ಯಗೆ 596 ಅಂಕ: [1228, 1556, 1495, 1615]
sidebar-text3-content: ಹೊಸೂರು: ಎಸ್.ಎಸ್.ಎಲ್.ಸಿ ಪರೀಕ್ಷೆಯಲ್ಲಿ ಕೆ.ಆರ್.ನಗರದ ವಿದ್ಯಾರ್ಥಿನಿ ಎಂ.ಶ್ರಾವ್ಯ 596 ಅಂಕಗಳನ್ನು ಪಡೆದು ಶಾಲೆಗೆ ಹಾಗೂ ಗ್ರಾಮಕ್ಕೆ ಕೀರ್ತಿ ತಂದಿದ್ದಾರೆ. ಇವರು ತಾಲೂಕಿನ ಕುಪ್ಪೆ ಗ್ರಾಮದ ಮಂಜುನಾಥ್ ಮತ್ತು ಸುಮಾ ದಂಪತಿ ಪುತ್ರಿ. ಅಭಿನಂದನೆ ಸಲ್ಲಿಸಲಾಗಿದೆ.: [1314, 1624, 1503, 1736]
lead-photo-credit: ಪ್ರತಿನಿಧಿ ಫೋಟೋ: [322, 789, 334, 850]
lead-intro-text: ಎಚ್.ಡಿ.ಕೋಟೆ ಸುಂದರ ಪ್ರವಾಸೋದ್ಯಮ ಕ್ಷೇತ್ರವಾಗಿ ರೂಪುಗೊಳ್ಳುತ್ತಿರುವ ಬೆನ್ನಲ್ಲೇ, ಇಲ್ಲಿನ ಅನೈರ್ಮಲ್ಯ ವಾತಾವರಣಗಳು ಪ್ರವಾಸಿಗರ ಸ್ವಾಗತಕ್ಕೆ ನಿಂತಿರುವುದು ವಿಪರ್ಯಾಸ.: [6, 778, 307, 836]
sidebar-text1-content: ಹೊಸೂರು: ಎಸ್.ಎಸ್.ಎಲ್.ಸಿ ಪರೀಕ್ಷೆಯಲ್ಲಿ ಕೆ.ಆರ್.ನಗರದ ಬಿ.ಎಸ್.ಮಾಧ್ವ ಶಾಲೆಯ ವಿದ್ಯಾರ್ಥಿನಿ ಎಚ್.ವಿ.ಮೋಕ್ಷ 606 ಅಂಕಗಳನ್ನು (ಶೇ.96.96) ಪಡೆದು ಉತ್ತಮ ಸಾಧನೆ ಮಾಡಿದ್ದಾರೆ. ಹೊಸ್ತಿಲಲ್ಲೇ ಇವರ ಪುತ್ರಿಯಾಗಿದ್ದು ಹೆಮ್ಮೆ ತಂದಿದ್ದಾಳೆ.: [1314, 714, 1503, 826]
story5-headline: ಕಾಂಗ್ರೆಸ್ ವಿರುದ್ಧ ಬಿಜೆಪಿ ಪ್ರತಿಭಟನೆ: [599, 1419, 956, 1456]
story6-photo: [269, 2079, 830, 2256]
lead-body-col3: ಕಾಡು ಪ್ಲಾಸ್ಟಿಕ್ ಬಾಟಲಿಗಳು, ಕವರ್ ಗಳು ಸೇರಿದಂತೆ ಕೊಳೆತ ಆಹಾರ ಪದಾರ್ಥಗಳ ಚೀಲಗಳನ್ನು ಎಸೆಯಲಾಗಿದೆ. ಇದು ದಿನಕಳೆದಂತೆ ದುರ್ವಾಸನೆ ಬೀರಲಾರಂಭಿಸಿದ್ದು, ಕೆಲ ಭಾಗಗಳಲ್ಲಿ ಕಸದ ರಾಶಿಗೆ ಬೆಂಕಿ ಹಾಕಿ ಸುಡುತ್ತಿದ್ದಾರೆ. ಇದರಿಂದ ಹೊಗೆ ಆವರಿಸಿ ವಾಹನ ಸವಾರರಿಗೆ ತೊಂದರೆ ಆಗುತ್ತಿದೆ.: [313, 1231, 605, 1329]
story1-photo: [6, 136, 588, 375]
story6-quote-text: ಸ್ವಾತಂತ್ರ್ಯ ಬಂದ ನಂತರದಲ್ಲಿ ಡಾ.ಬಿ.ಆರ್.ಅಂಬೇಡ್ಕರ್ ಅವರು ಸಂವಿಧಾನ ರಚಿಸಿ ಎಲ್ಲರಿಗೂ ಸಮಾನ ಹಕ್ಕುಗಳನ್ನು ನೀಡಿದ್ದಾರೆ. ಅವರ ತತ್ವಗಳನ್ನು ನಾವೆಲ್ಲರೂ ಪಾಲಿಸಬೇಕು.: [843, 2092, 1094, 2147]
story4-photo: [6, 1472, 588, 1649]
quote-icon: ❝: [716, 1003, 731, 1031]
story6-body-col3: ನೀಡಿದ್ದಾರೆ. ಅಂಬೇಡ್ಕರ್ ಅವರ ಆಶಯದಂತೆ ಮಕ್ಕಳಿಗೆ ಉತ್ತಮ ಶಿಕ್ಷಣವನ್ನು ಕೊಡಿಸಬೇಕು ಎಂದರು. ಇದೇ ಸಂದರ್ಭದಲ್ಲಿ ಪತ್ರಕರ್ತ ಹಾಗೂ ಗಣ್ಯರನ್ನು ಸನ್ಮಾನಿಸಲಾಯಿತು. ಬಳಿಕ ಶಾಲಾ ಮಕ್ಕಳಿಂದ ಸಾಂಸ್ಕೃತಿಕ ಕಾರ್ಯಕ್ರಮಗಳು ನಡೆದವು.: [549, 2264, 830, 2342]
notice-date: ದಿನಾಂಕ: 22.04.2026: [1407, 2056, 1501, 2068]
story4-place: ಅಂತರಸಂತೆ: [77, 1657, 128, 1673]
story1-body-col1: [6, 381, 286, 588]
lead-quote2-by: ಎಸ್.ವಿನುರಾಜು ಬಿಜೆಪಿ ಒಬಿಸಿ ಸಂಚಾಲಕ: [716, 1112, 890, 1126]
story3-body-col1: [998, 337, 1246, 585]
masthead-day: ಮಂಗಳವಾರ: [207, 8, 302, 35]
lead-factbox: [7, 868, 128, 1016]
story4-headline: ರೆಸಾರ್ಟ್, ಹೋಂಸ್ಟೇ ಮಾಲೀಕರೊಂದಿಗೆ ಸಭೆ: [6, 1419, 460, 1456]
lead-subhead-a: ಮೈಸೂರು-ಮಾನಂದವಾಡಿ ಮುಖ್ಯರಸ್ತೆಯ ಬದಿಯಲ್ಲಿ ಅನೈರ್ಮಲ್ಯ: [6, 704, 582, 737]
story1-text-col1: ಪಟ್ಟಣದ ಪುರಾತನ ಪ್ರಸಿದ್ಧ ಶ್ರೀ ಲಕ್ಷ್ಮೀವರದರಾಜ ಸ್ವಾಮಿಯ 14ನೇ ವರ್ಷದ ಬ್ರಹ್ಮರಥೋತ್ಸವವು ಅತ್ಯಂತ ಸಡಗರದಿಂದ ಸಂಪನ್ನಗೊಂಡಿತು. ಶ್ರೀಗಳವರ್ಣಿಣಿಯ ರಥದ ಮಂಟಪದ ಮೇಲೆ ಶ್ರೀ ಲಕ್ಷ್ಮೀ ವರದರಾಜಸ್ವಾಮಿ, ಶ್ರೀದೇವಿ, ಭೂದೇವಿ ಉತ್ಸವ ಮೂರ್ತಿಗಳನ್ನು ಪ್ರತಿಷ್ಠಾಪಿಸಲಾಯಿತು. ನಂತರ ಬೆಳಿಗ್ಗೆ 10 ಗಂಟೆಗೆ ರಥೋತ್ಸವಕ್ಕೆ ಚಾಲನೆ ನೀಡಲಾಯಿತು. ರಥೋತ್ಸವದ ಪಟ್ಟಣದ ಮೊದಲ ಮುಖ್ಯ ರಸ್ತೆಯಿಂದ ಮಹಾತ್ಮಾಗಾಂಧಿ ವೃತ್ತದ ಮೂಲಕ 2ನೇ ಮುಖ್ಯ ರಸ್ತೆ ಕಡೆಗೆ ಸಾಗಿ ನಂತರ ಮಧ್ಯಾಹ್ನ 1 ಗಂಟೆ ವೇಳೆ ದೇವಸ್ಥಾನಕ್ಕೆ ಬಂದು ಸೇರಿತು. ನಂತರ ಭಕ್ತರಿಗೆ ಪ್ರಸಾದ ವಿತರಿಸಲಾಯಿತು. ರಥೋತ್ಸವದಲ್ಲಿ: [6, 383, 286, 585]
story6-place: ನಂಜನಗೂಡು: [86, 2081, 146, 2097]
story4-byline: ಪ್ರತಿನಿಧಿ ವರದಿ: [6, 1657, 71, 1673]
sidebar-text3: [1220, 1621, 1503, 1946]
story2-place: ಎಚ್.ಡಿ.ಕೋಟೆ: [691, 138, 761, 154]
